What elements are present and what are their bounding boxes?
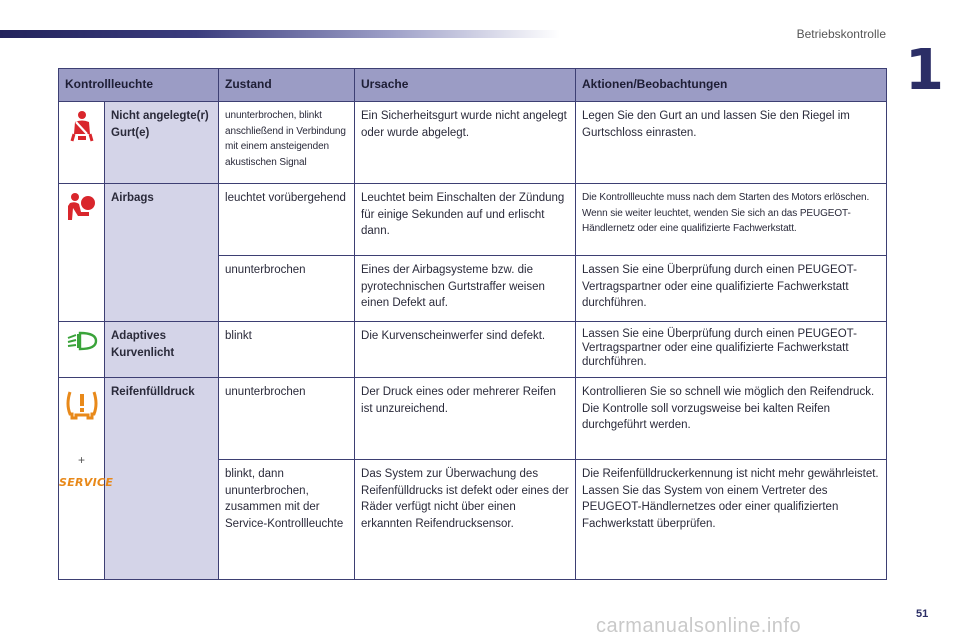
airbag-warning-icon [67, 215, 97, 227]
table-row [59, 322, 887, 378]
cause-cell: Eines der Airbagsysteme bzw. die pyrotechnischen Gurtstraffer weisen einen Defekt auf. [355, 256, 576, 322]
cause-cell: Ein Sicherheitsgurt wurde nicht angelegt oder wurde abgelegt. [355, 102, 576, 184]
state-cell: ununterbrochen [219, 256, 355, 322]
warning-lamp-table [58, 68, 887, 580]
cause-cell: Leuchtet beim Einschalten der Zündung für einige Sekunden auf und erlischt dann. [355, 184, 576, 256]
state-cell: ununterbrochen, blinkt anschließend in Verbindung mit einem ansteigenden akustischen Signal [219, 102, 355, 184]
column-header-lamp: Kontrollleuchte [59, 69, 219, 102]
icon-cell [59, 322, 105, 378]
cause-cell: Die Kurvenscheinwerfer sind defekt. [355, 322, 576, 378]
cause-cell: Das System zur Überwachung des Reifenfülldrucks ist defekt oder eines der Räder verfügt nicht über einen erkannten Reifendrucksensor. [355, 460, 576, 580]
action-cell: Kontrollieren Sie so schnell wie möglich den Reifendruck. Die Kontrolle soll vorzugsweise bei kalten Reifen durchgeführt werden. [576, 378, 887, 460]
state-cell: blinkt, dann ununterbrochen, zusammen mit der Service-Kontrollleuchte [219, 460, 355, 580]
action-cell: Lassen Sie eine Überprüfung durch einen PEUGEOT-Vertragspartner oder eine qualifizierte Fachwerkstatt durchführen. [576, 322, 887, 378]
state-cell: leuchtet vorübergehend [219, 184, 355, 256]
service-icon: SERVICE [59, 476, 114, 490]
icon-cell [59, 184, 105, 322]
column-header-cause: Ursache [355, 69, 576, 102]
column-header-state: Zustand [219, 69, 355, 102]
header-gradient-bar [0, 30, 560, 38]
seatbelt-warning-icon [68, 135, 96, 147]
action-cell: Lassen Sie eine Überprüfung durch einen PEUGEOT-Vertragspartner oder eine qualifizierte Fachwerkstatt durchführen. [576, 256, 887, 322]
icon-cell [59, 378, 114, 580]
action-cell: Die Kontrollleuchte muss nach dem Starten des Motors erlöschen. Wenn sie weiter leuchtet, wenden Sie sich an das PEUGEOT-Händlernetz oder eine qualifizierte Fachwerkstatt. [576, 184, 887, 256]
lamp-name: Nicht angelegte(r) Gurt(e) [105, 102, 219, 184]
icon-cell [59, 102, 105, 184]
state-cell: blinkt [219, 322, 355, 378]
state-cell: ununterbrochen [219, 378, 355, 460]
table-row [59, 184, 887, 256]
cause-cell: Der Druck eines oder mehrerer Reifen ist unzureichend. [355, 378, 576, 460]
action-cell: Die Reifenfülldruckerkennung ist nicht mehr gewährleistet. Lassen Sie das System von einem Vertreter des PEUGEOT-Händlernetzes oder einer qualifizierten Fachwerkstatt überprüfen. [576, 460, 887, 580]
chapter-number: 1 [905, 38, 944, 103]
table-row [59, 378, 887, 460]
page-number: 51 [916, 608, 929, 620]
lamp-name: Airbags [105, 184, 219, 322]
adaptive-headlamp-icon [66, 343, 98, 355]
section-title: Betriebskontrolle [796, 27, 886, 41]
lamp-name: Reifenfülldruck [105, 378, 219, 580]
column-header-action: Aktionen/Beobachtungen [576, 69, 887, 102]
watermark: carmanualsonline.info [596, 615, 802, 637]
plus-sign: + [77, 452, 85, 467]
table-row [59, 102, 887, 184]
tyre-pressure-icon [64, 413, 100, 425]
table-header-row [59, 69, 887, 102]
action-cell: Legen Sie den Gurt an und lassen Sie den Riegel im Gurtschloss einrasten. [576, 102, 887, 184]
lamp-name: Adaptives Kurvenlicht [105, 322, 219, 378]
